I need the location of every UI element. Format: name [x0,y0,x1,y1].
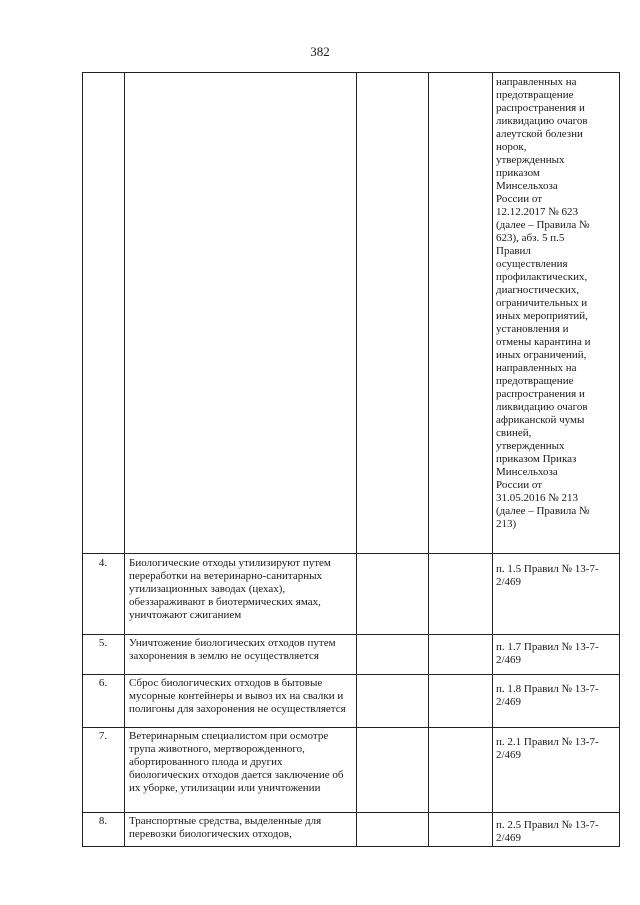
table-border-right [619,72,620,847]
requirements-table [82,72,620,847]
row-divider [82,634,620,635]
table-border-bottom [82,846,620,847]
table-border-top [82,72,620,73]
reference-text: п. 2.5 Правил № 13-7-2/469 [496,819,599,844]
row-number: 7. [98,730,108,742]
row-number: 5. [98,637,108,649]
row-number: 4. [98,557,108,569]
requirement-text: Ветеринарным специалистом при осмотре трупа животного, мертворожденного, абортированного плода и других биологических отходов дается заключение об их уборке, утилизации или уничтожении [129,730,344,794]
row-divider [82,553,620,554]
row-divider [82,674,620,675]
reference-text: п. 1.8 Правил № 13-7-2/469 [496,683,599,708]
column-divider [428,72,429,847]
page-number: 382 [310,44,330,59]
requirement-text: Биологические отходы утилизируют путем переработки на ветеринарно-санитарных утилизационных заводах (цехах), обеззараживают в биотермических ямах, уничтожают сжиганием [129,557,331,621]
reference-text: п. 1.5 Правил № 13-7-2/469 [496,563,599,588]
row-divider [82,812,620,813]
continued-reference-text: направленных на предотвращение распространения и ликвидацию очагов алеутской болезни норок, утвержденных приказом Минсельхоза России от 12.12.2017 № 623 (далее – Правила № 623), абз. 5 п.5 Правил осуществления профилактических, диагностических, ограничительных и иных мероприятий, установления и отмены карантина и иных ограничений, направленных на предотвращение распространения и ликвидацию очагов африканской чумы свиней, утвержденных приказом Приказ Минсельхоза России от 31.05.2016 № 213 (далее – Правила № 213) [496,76,591,530]
requirement-text: Уничтожение биологических отходов путем захоронения в землю не осуществляется [129,637,336,662]
row-number: 6. [98,677,108,689]
column-divider [356,72,357,847]
requirement-text: Сброс биологических отходов в бытовые мусорные контейнеры и вывоз их на свалки и полигоны для захоронения не осуществляется [129,677,346,715]
reference-text: п. 2.1 Правил № 13-7-2/469 [496,736,599,761]
row-number: 8. [98,815,108,827]
column-divider [124,72,125,847]
column-divider [492,72,493,847]
row-divider [82,727,620,728]
requirement-text: Транспортные средства, выделенные для перевозки биологических отходов, [129,815,322,840]
reference-text: п. 1.7 Правил № 13-7-2/469 [496,641,599,666]
